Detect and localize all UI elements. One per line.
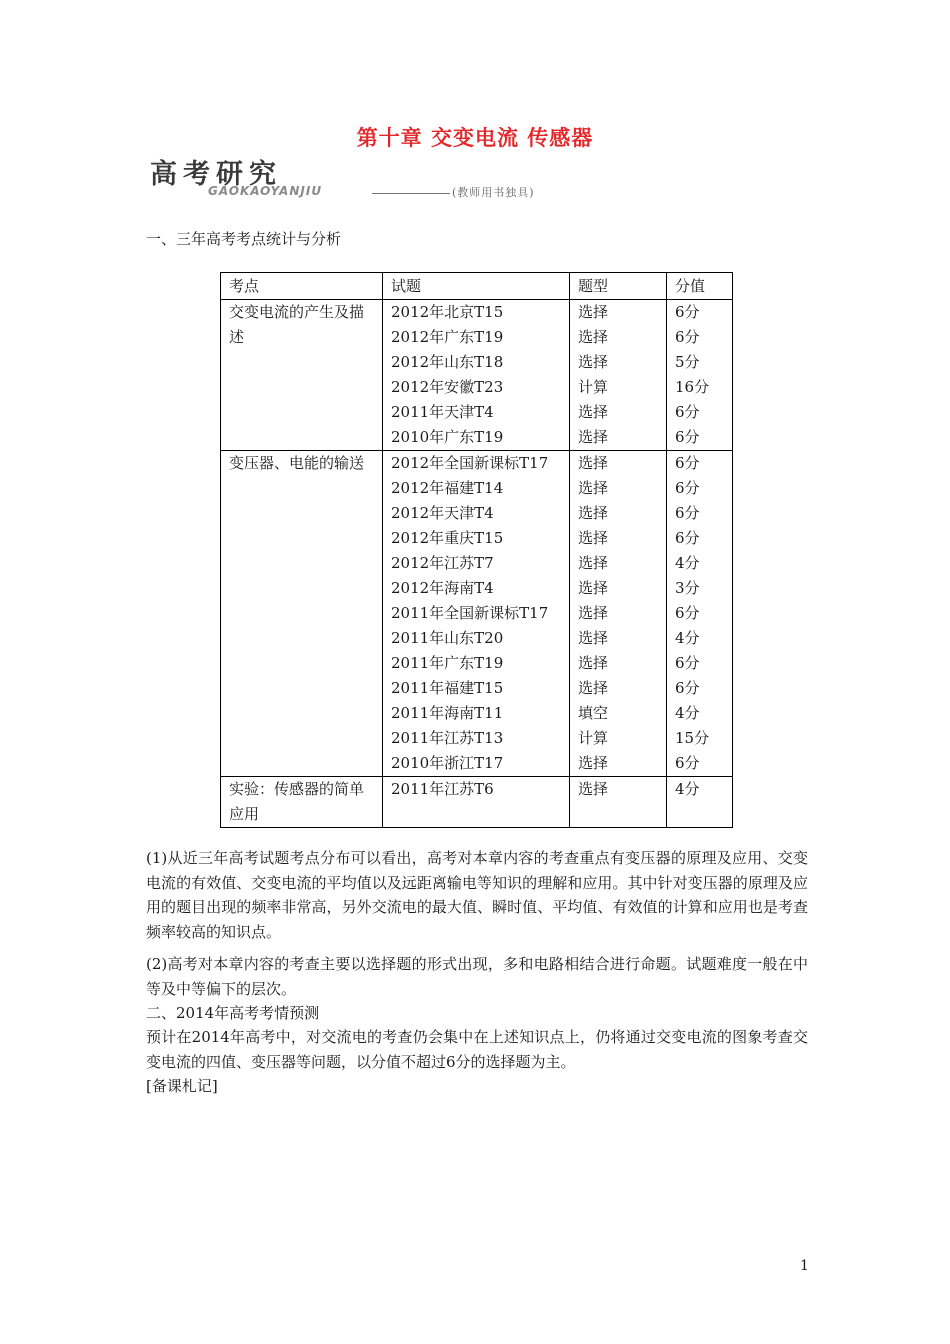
question-cell: [383, 777, 570, 828]
table-row: [221, 451, 733, 777]
question-cell-line: 2012年山东T18: [391, 353, 504, 371]
question-cell-line: 2012年安徽T23: [391, 378, 504, 396]
type-cell-line: 计算: [578, 378, 609, 396]
banner-divider: [372, 193, 450, 194]
type-cell-line: 选择: [578, 579, 609, 597]
type-cell-line: 选择: [578, 303, 609, 321]
type-cell-line: 选择: [578, 328, 609, 346]
type-cell-line: 选择: [578, 754, 609, 772]
analysis-paragraph-1: (1)从近三年高考试题考点分布可以看出，高考对本章内容的考查重点有变压器的原理及应用、交变电流的有效值、交变电流的平均值以及远距离输电等知识的理解和应用。其中针对变压器的原理及应用的题目出现的频率非常高，另外交流电的最大值、瞬时值、平均值、有效值的计算和应用也是考查频率较高的知识点。: [146, 849, 808, 941]
header-score: 分值: [667, 273, 733, 300]
score-cell-line: 6分: [675, 754, 700, 772]
type-cell-line: 选择: [578, 529, 609, 547]
score-cell: [667, 300, 733, 451]
question-cell-line: 2010年浙江T17: [391, 754, 504, 772]
score-cell-line: 3分: [675, 579, 700, 597]
type-cell-line: 选择: [578, 554, 609, 572]
type-cell-line: 选择: [578, 629, 609, 647]
type-cell-line: 选择: [578, 780, 609, 798]
header-topic: 考点: [221, 273, 383, 300]
type-cell-line: 选择: [578, 654, 609, 672]
chapter-title: 第十章 交变电流 传感器: [356, 125, 594, 150]
score-cell-line: 4分: [675, 629, 700, 647]
section2-heading: 二、2014年高考考情预测: [146, 1004, 320, 1022]
type-cell: [570, 300, 667, 451]
question-cell-line: 2012年福建T14: [391, 479, 504, 497]
question-cell-line: 2011年福建T15: [391, 679, 504, 697]
question-cell: [383, 300, 570, 451]
score-cell-line: 6分: [675, 403, 700, 421]
question-cell-line: 2012年重庆T15: [391, 529, 504, 547]
question-cell-line: 2012年全国新课标T17: [391, 454, 549, 472]
lesson-notes-label: [备课札记]: [146, 1077, 218, 1095]
score-cell-line: 6分: [675, 529, 700, 547]
type-cell-line: 选择: [578, 353, 609, 371]
question-cell: [383, 451, 570, 777]
topic-cell: 交变电流的产生及描述: [221, 300, 383, 451]
header-question: 试题: [383, 273, 570, 300]
section1-heading: 一、三年高考考点统计与分析: [146, 230, 342, 248]
score-cell-line: 5分: [675, 353, 700, 371]
question-cell-line: 2010年广东T19: [391, 428, 504, 446]
type-cell-line: 填空: [578, 704, 609, 722]
type-cell-line: 选择: [578, 428, 609, 446]
header-type: 题型: [570, 273, 667, 300]
banner-main-text: 高考研究: [150, 159, 282, 190]
score-cell-line: 6分: [675, 454, 700, 472]
type-cell-line: 选择: [578, 679, 609, 697]
score-cell-line: 16分: [675, 378, 710, 396]
question-cell-line: 2012年海南T4: [391, 579, 494, 597]
question-cell-line: 2011年全国新课标T17: [391, 604, 549, 622]
question-cell-line: 2012年广东T19: [391, 328, 504, 346]
table-row: [221, 300, 733, 451]
type-cell: [570, 451, 667, 777]
analysis-paragraph-2: (2)高考对本章内容的考查主要以选择题的形式出现，多和电路相结合进行命题。试题难度一般在中等及中等偏下的层次。: [146, 955, 808, 998]
score-cell-line: 4分: [675, 780, 700, 798]
question-cell-line: 2012年北京T15: [391, 303, 504, 321]
question-cell-line: 2011年广东T19: [391, 654, 504, 672]
banner-note: (教师用书独具): [452, 186, 535, 199]
score-cell: [667, 777, 733, 828]
score-cell: [667, 451, 733, 777]
table-row: [221, 777, 733, 828]
question-cell-line: 2011年江苏T6: [391, 780, 494, 798]
exam-statistics-table: [220, 272, 733, 828]
score-cell-line: 6分: [675, 604, 700, 622]
type-cell: [570, 777, 667, 828]
type-cell-line: 选择: [578, 504, 609, 522]
score-cell-line: 6分: [675, 479, 700, 497]
score-cell-line: 4分: [675, 554, 700, 572]
forecast-paragraph: 预计在2014年高考中，对交流电的考查仍会集中在上述知识点上，仍将通过交变电流的图象考查交变电流的四值、变压器等问题，以分值不超过6分的选择题为主。: [146, 1028, 808, 1071]
type-cell-line: 计算: [578, 729, 609, 747]
table-body: [221, 300, 733, 828]
section-banner: [150, 152, 570, 204]
score-cell-line: 6分: [675, 303, 700, 321]
score-cell-line: 6分: [675, 654, 700, 672]
topic-cell: 实验：传感器的简单应用: [221, 777, 383, 828]
score-cell-line: 6分: [675, 328, 700, 346]
page-number: 1: [800, 1258, 809, 1274]
score-cell-line: 6分: [675, 679, 700, 697]
question-cell-line: 2011年海南T11: [391, 704, 504, 722]
type-cell-line: 选择: [578, 479, 609, 497]
score-cell-line: 6分: [675, 428, 700, 446]
topic-cell: 变压器、电能的输送: [221, 451, 383, 777]
type-cell-line: 选择: [578, 454, 609, 472]
type-cell-line: 选择: [578, 403, 609, 421]
banner-pinyin: GAOKAOYANJIU: [208, 184, 323, 198]
question-cell-line: 2011年山东T20: [391, 629, 504, 647]
question-cell-line: 2011年天津T4: [391, 403, 494, 421]
score-cell-line: 4分: [675, 704, 700, 722]
score-cell-line: 15分: [675, 729, 710, 747]
question-cell-line: 2012年天津T4: [391, 504, 494, 522]
score-cell-line: 6分: [675, 504, 700, 522]
type-cell-line: 选择: [578, 604, 609, 622]
question-cell-line: 2011年江苏T13: [391, 729, 504, 747]
table-header-row: [221, 273, 733, 300]
question-cell-line: 2012年江苏T7: [391, 554, 494, 572]
